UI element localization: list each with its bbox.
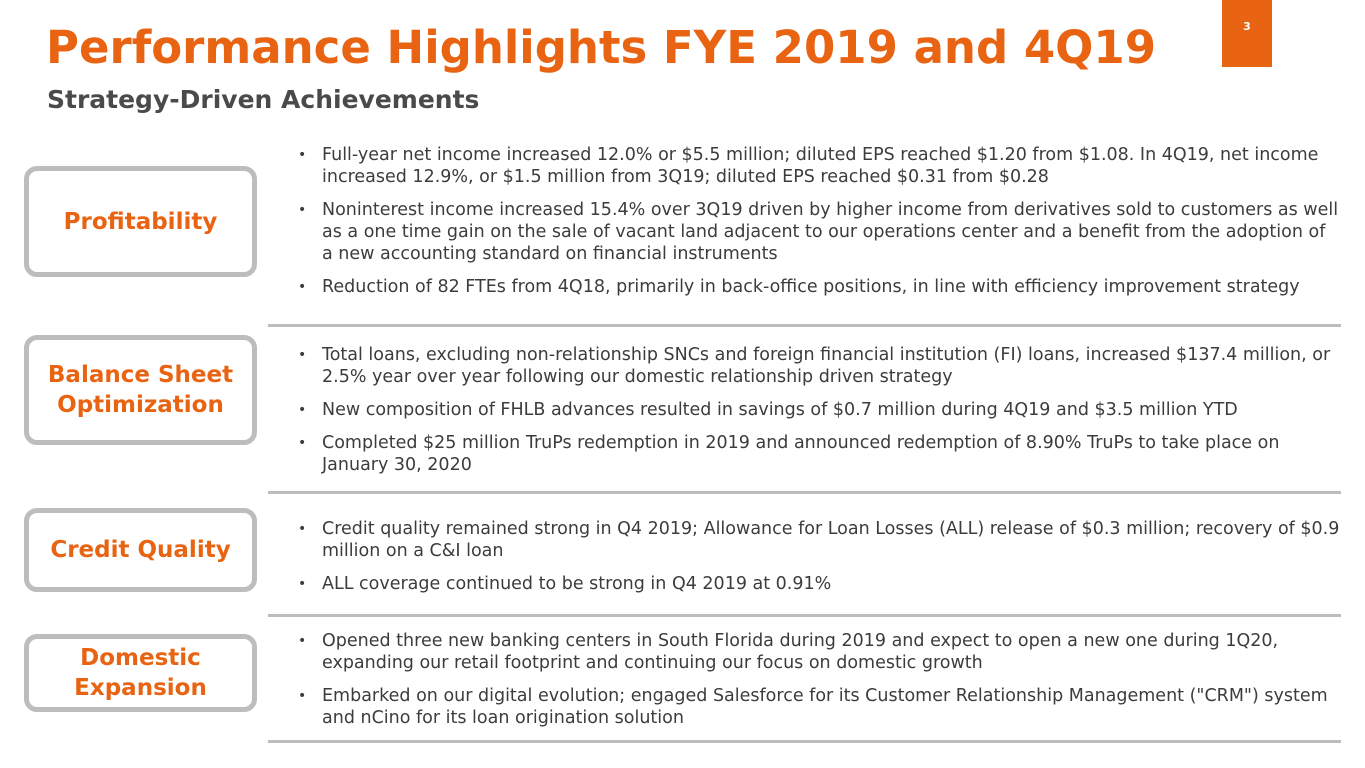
bullet-item: • Embarked on our digital evolution; engaged Salesforce for its Customer Relationship Management ("CRM") system and nCino for its loan origination solution <box>296 685 1341 729</box>
bullet-item: • Full-year net income increased 12.0% or $5.5 million; diluted EPS reached $1.20 from $1.08. In 4Q19, net income increased 12.9%, or $1.5 million from 3Q19; diluted EPS reached $0.31 from $0.28 <box>296 144 1341 188</box>
bullet-item: • Reduction of 82 FTEs from 4Q18, primarily in back-office positions, in line with efficiency improvement strategy <box>296 276 1341 298</box>
section-divider <box>268 740 1341 743</box>
category-label-credit-quality: Credit Quality <box>50 537 231 563</box>
category-box-domestic-expansion <box>24 634 257 712</box>
bullet-item: • ALL coverage continued to be strong in Q4 2019 at 0.91% <box>296 573 1341 595</box>
category-label-domestic-expansion: Domestic Expansion <box>74 645 207 701</box>
page-number: 3 <box>1243 20 1251 33</box>
category-box-credit-quality <box>24 508 257 592</box>
bullet-item: • Completed $25 million TruPs redemption in 2019 and announced redemption of 8.90% TruPs to take place on January 30, 2020 <box>296 432 1341 476</box>
bullet-item: • Opened three new banking centers in South Florida during 2019 and expect to open a new one during 1Q20, expanding our retail footprint and continuing our focus on domestic growth <box>296 630 1341 674</box>
category-box-balance-sheet <box>24 335 257 445</box>
category-label-profitability: Profitability <box>63 208 218 235</box>
category-box-profitability <box>24 166 257 277</box>
bullet-item: • New composition of FHLB advances resulted in savings of $0.7 million during 4Q19 and $3.5 million YTD <box>296 399 1341 421</box>
bullet-list-domestic-expansion <box>296 630 1341 740</box>
bullet-item: • Credit quality remained strong in Q4 2019; Allowance for Loan Losses (ALL) release of $0.3 million; recovery of $0.9 million on a C&I loan <box>296 518 1341 562</box>
page-title: Performance Highlights FYE 2019 and 4Q19 <box>46 21 1157 74</box>
category-label-balance-sheet: Balance Sheet Optimization <box>47 362 234 418</box>
section-divider <box>268 324 1341 327</box>
section-divider <box>268 491 1341 494</box>
page-number-badge <box>1222 0 1272 67</box>
section-divider <box>268 614 1341 617</box>
page-subtitle: Strategy-Driven Achievements <box>47 85 480 114</box>
bullet-list-credit-quality <box>296 518 1341 606</box>
bullet-list-profitability <box>296 144 1341 309</box>
bullet-item: • Noninterest income increased 15.4% over 3Q19 driven by higher income from derivatives sold to customers as well as a one time gain on the sale of vacant land adjacent to our operations center and a benefit from the adoption of a new accounting standard on financial instruments <box>296 199 1341 265</box>
bullet-item: • Total loans, excluding non-relationship SNCs and foreign financial institution (FI) loans, increased $137.4 million, or 2.5% year over year following our domestic relationship driven strategy <box>296 344 1341 388</box>
bullet-list-balance-sheet <box>296 344 1341 487</box>
